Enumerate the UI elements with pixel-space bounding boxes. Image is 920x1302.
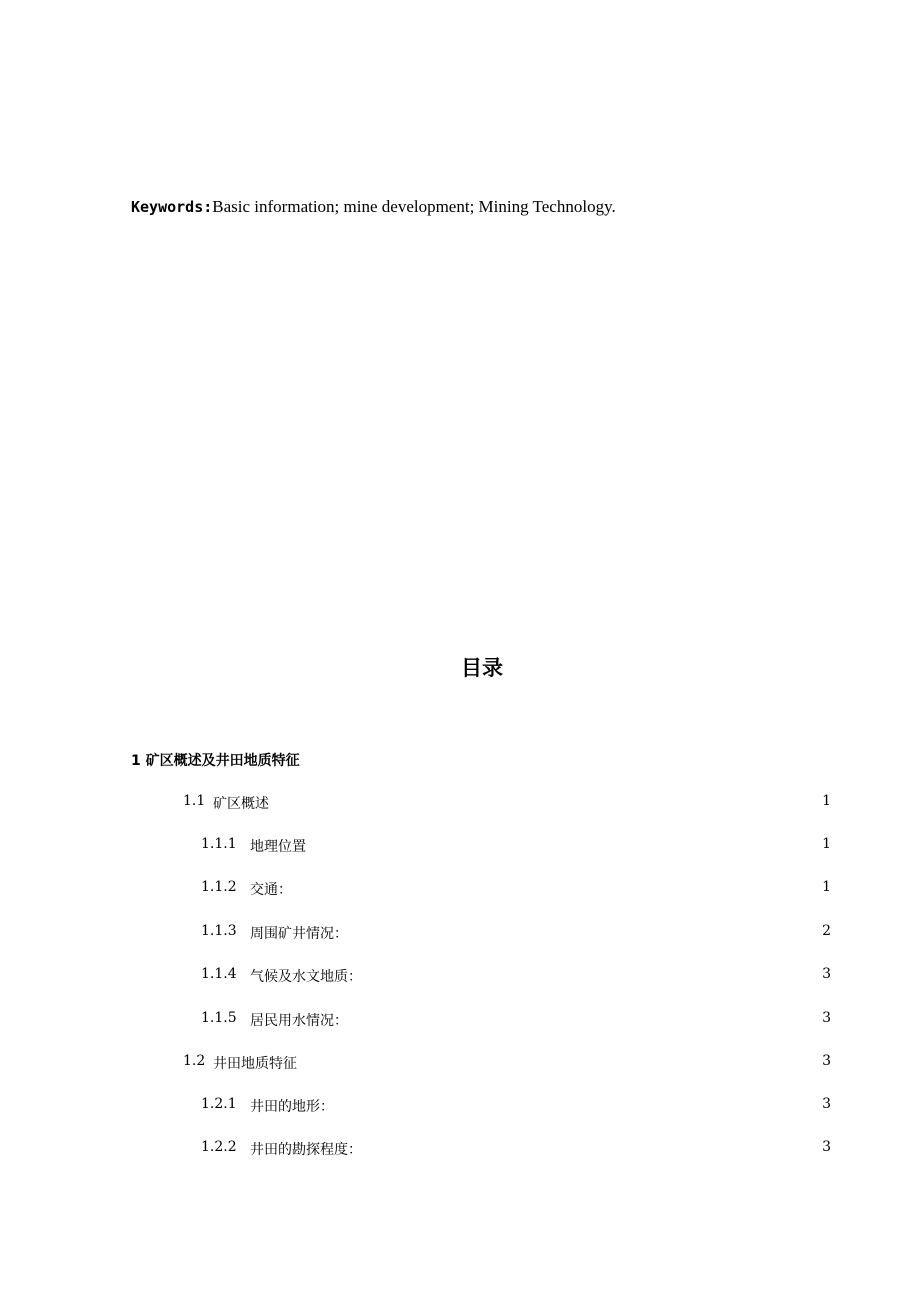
toc-title: 目录 [461,656,503,680]
toc-entry[interactable] [0,793,920,813]
keywords-text: Basic information; mine development; Mining Technology. [212,197,616,216]
toc-entry-title: 井田的地形： [250,1099,334,1115]
toc-entry-title: 周围矿井情况： [250,926,348,942]
toc-entry-title: 井田地质特征 [213,1056,297,1072]
toc-entry[interactable] [0,1053,920,1073]
toc-entry-title: 气候及水文地质： [250,969,362,985]
toc-entry[interactable] [0,879,920,899]
toc-entry-title: 交通： [250,882,292,898]
toc-entry-number: 1.1 [183,793,206,809]
toc-entry-title: 地理位置 [250,839,306,855]
toc-entry[interactable] [0,1010,920,1030]
toc-entry[interactable] [0,1139,920,1159]
toc-entry-page: 1 [822,793,831,809]
toc-entry-title: 井田的勘探程度： [250,1142,362,1158]
toc-entry-number: 1.2.1 [201,1096,237,1112]
keywords-label: Keywords: [131,198,213,216]
toc-entry-page: 1 [822,836,831,852]
toc-entry-number: 1.1.1 [201,836,237,852]
toc-entry-number: 1.1.4 [201,966,237,982]
toc-entry-title: 居民用水情况： [250,1013,348,1029]
toc-entry-page: 3 [822,1010,831,1026]
toc-entry-page: 3 [822,1053,831,1069]
toc-entry[interactable] [0,1096,920,1116]
toc-entry-title: 矿区概述 [213,796,269,812]
toc-entry-page: 2 [822,923,831,939]
toc-entry-number: 1.2.2 [201,1139,237,1155]
toc-chapter-heading: 1 矿区概述及井田地质特征 [131,753,300,769]
toc-entry-page: 1 [822,879,831,895]
toc-entry[interactable] [0,966,920,986]
keywords-line [131,197,616,217]
toc-entry-number: 1.1.2 [201,879,237,895]
toc-entry[interactable] [0,836,920,856]
toc-entry-number: 1.1.5 [201,1010,237,1026]
toc-entry-number: 1.2 [183,1053,206,1069]
toc-entry-number: 1.1.3 [201,923,237,939]
toc-entry[interactable] [0,923,920,943]
toc-entry-page: 3 [822,1139,831,1155]
toc-entry-page: 3 [822,1096,831,1112]
toc-entry-page: 3 [822,966,831,982]
